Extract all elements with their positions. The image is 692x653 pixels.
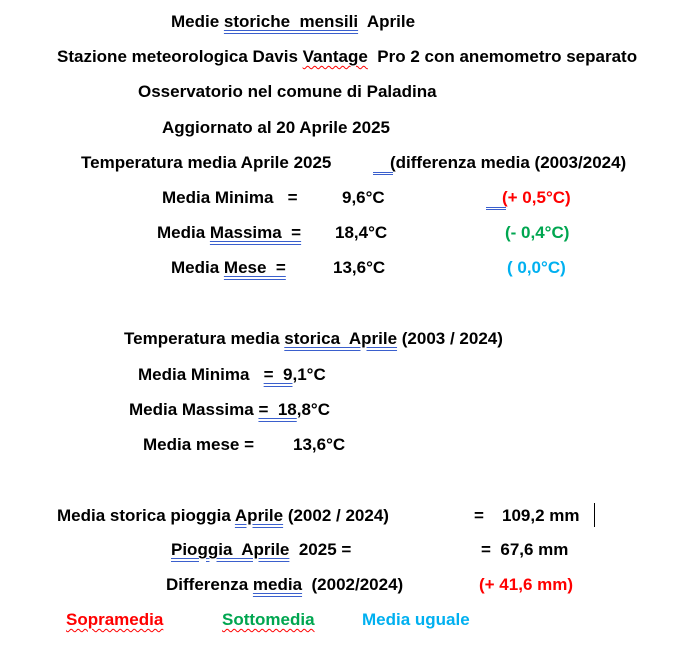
title-prefix: Medie bbox=[171, 12, 224, 31]
historic-max-value-int: = 18 bbox=[258, 400, 297, 419]
current-heading: Temperatura media Aprile 2025 bbox=[81, 153, 332, 172]
historic-max-value-dec: ,8°C bbox=[296, 400, 331, 419]
historic-min-label: Media Minima bbox=[138, 365, 264, 384]
rain-historic-eq: = bbox=[474, 506, 484, 525]
historic-month-value: 13,6°C bbox=[293, 435, 346, 454]
current-max-diff: (- 0,4°C) bbox=[505, 223, 570, 242]
station-brand: Vantage bbox=[302, 47, 368, 66]
historic-heading-prefix: Temperatura media bbox=[124, 329, 285, 348]
current-month-value: 13,6°C bbox=[333, 258, 386, 277]
historic-min-row bbox=[138, 365, 326, 385]
page-title bbox=[171, 12, 415, 32]
historic-max-label: Media Massima bbox=[129, 400, 259, 419]
observatory-line: Osservatorio nel comune di Paladina bbox=[138, 82, 437, 101]
current-diff-heading: (differenza media (2003/2024) bbox=[390, 153, 627, 172]
historic-min-value-int: = 9 bbox=[263, 365, 293, 384]
legend-above: Sopramedia bbox=[66, 610, 164, 629]
rain-diff-label bbox=[166, 575, 403, 595]
rain-historic-prefix: Media storica pioggia bbox=[57, 506, 235, 525]
station-prefix: Stazione meteorologica Davis bbox=[57, 47, 303, 66]
current-max-label bbox=[157, 223, 301, 243]
legend-below: Sottomedia bbox=[222, 610, 315, 629]
current-month-label-underlined: Mese = bbox=[223, 258, 286, 277]
rain-historic-suffix: (2002 / 2024) bbox=[283, 506, 389, 525]
current-max-value: 18,4°C bbox=[335, 223, 388, 242]
station-suffix: Pro 2 con anemometro separato bbox=[367, 47, 638, 66]
historic-month-label: Media mese = bbox=[143, 435, 255, 454]
current-month-label-prefix: Media bbox=[171, 258, 224, 277]
rain-diff-value: (+ 41,6 mm) bbox=[479, 575, 574, 594]
legend-equal: Media uguale bbox=[362, 610, 470, 629]
text-cursor bbox=[594, 503, 595, 527]
rain-current-label bbox=[171, 540, 351, 560]
historic-min-value-dec: ,1°C bbox=[292, 365, 326, 384]
current-max-label-prefix: Media bbox=[157, 223, 210, 242]
title-suffix: Aprile bbox=[358, 12, 416, 31]
rain-current-value: = 67,6 mm bbox=[481, 540, 569, 559]
historic-heading-underlined: storica Aprile bbox=[284, 329, 398, 348]
historic-heading bbox=[124, 329, 503, 349]
rain-current-suffix: 2025 = bbox=[289, 540, 352, 559]
current-min-diff: (+ 0,5°C) bbox=[502, 188, 571, 207]
station-line bbox=[57, 47, 637, 67]
current-max-label-underlined: Massima = bbox=[209, 223, 302, 242]
updated-line: Aggiornato al 20 Aprile 2025 bbox=[162, 118, 390, 137]
current-min-label: Media Minima = bbox=[162, 188, 298, 207]
current-month-diff: ( 0,0°C) bbox=[507, 258, 566, 277]
title-underlined: storiche mensili bbox=[223, 12, 359, 31]
current-month-label bbox=[171, 258, 286, 278]
historic-max-row bbox=[129, 400, 330, 420]
rain-diff-underlined: media bbox=[252, 575, 303, 594]
rain-historic-value: 109,2 mm bbox=[502, 506, 580, 525]
rain-diff-suffix: (2002/2024) bbox=[302, 575, 404, 594]
rain-historic-label bbox=[57, 506, 389, 526]
rain-historic-underlined: Aprile bbox=[234, 506, 284, 525]
rain-current-underlined: Pioggia Aprile bbox=[171, 540, 290, 559]
rain-diff-prefix: Differenza bbox=[166, 575, 253, 594]
historic-heading-suffix: (2003 / 2024) bbox=[397, 329, 503, 348]
current-min-value: 9,6°C bbox=[342, 188, 385, 207]
